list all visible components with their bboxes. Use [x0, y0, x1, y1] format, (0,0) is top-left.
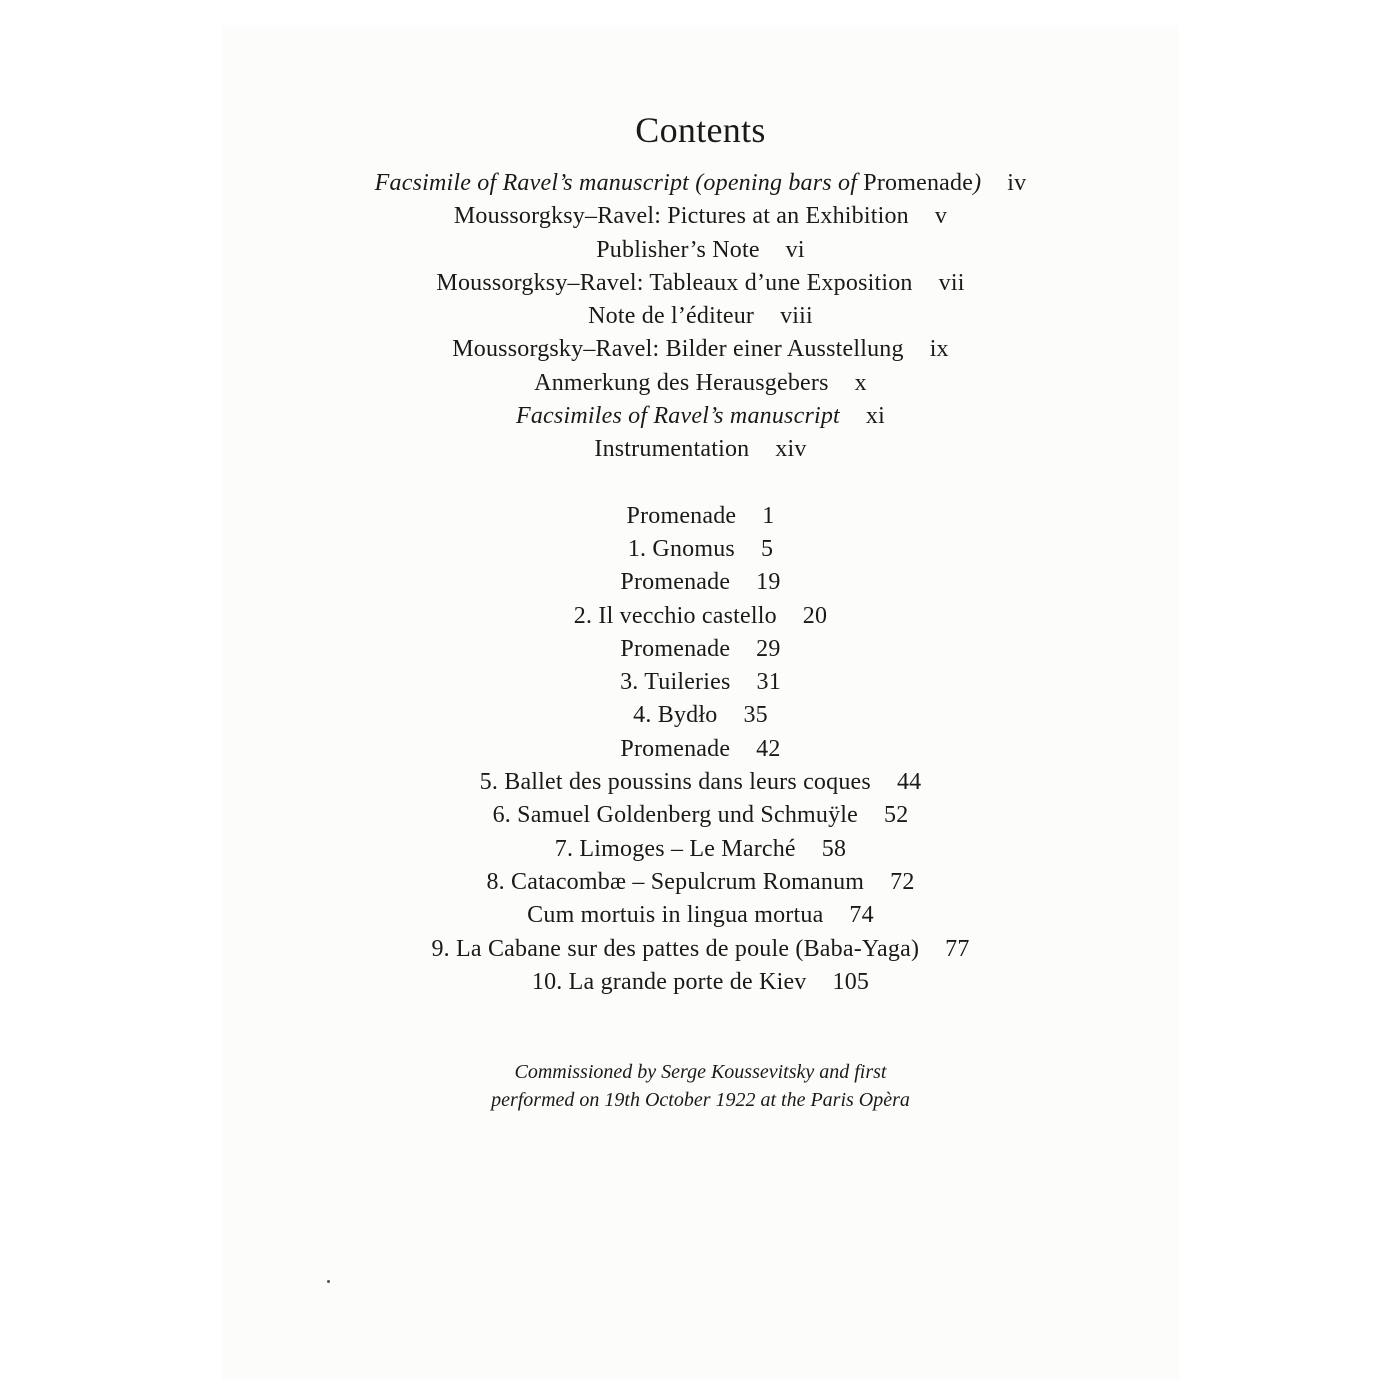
document-page	[222, 25, 1179, 1380]
page-title: Contents	[635, 110, 766, 150]
toc-entry-page-number: xi	[865, 403, 885, 430]
toc-entry-title	[493, 802, 858, 828]
toc-entry	[222, 533, 1179, 566]
toc-entry-title-part: 7. Limoges – Le Marché	[554, 835, 796, 862]
toc-entry-title-part: Promenade	[620, 635, 731, 662]
toc-entry-title	[534, 370, 828, 396]
toc-entry	[222, 833, 1179, 866]
toc-entry-page-number: viii	[780, 303, 813, 330]
toc-entry-page-number: 58	[821, 835, 847, 862]
toc-entry	[222, 300, 1179, 333]
toc-entry-title	[454, 203, 909, 229]
toc-entry-title-part: Moussorgksy–Ravel: Pictures at an Exhibition	[453, 203, 909, 230]
toc-entry-title-part: Promenade	[626, 502, 737, 529]
toc-entry-title-part: Anmerkung des Herausgebers	[534, 369, 829, 396]
toc-entry-title	[527, 902, 823, 928]
premiere-note-line-2: performed on 19th October 1922 at the Paris Opèra	[491, 1089, 910, 1111]
toc-entry-page-number: 31	[756, 669, 781, 696]
toc-entry-page-number: vii	[938, 269, 965, 296]
toc-entry-title-part: 4. Bydło	[633, 702, 718, 729]
toc-entry	[222, 367, 1179, 400]
toc-entry	[222, 699, 1179, 732]
paper-speck	[327, 1280, 330, 1283]
toc-entry-title-part: Facsimile of Ravel’s manuscript (opening bars of	[374, 170, 864, 196]
toc-entry	[222, 866, 1179, 899]
toc-entry-title-part: Note de l’éditeur	[588, 303, 755, 330]
toc-entry	[222, 733, 1179, 766]
toc-entry-title-part: 8. Catacombæ – Sepulcrum Romanum	[486, 868, 865, 895]
toc-entry-title	[574, 603, 777, 629]
toc-entry-title-part: )	[973, 170, 982, 196]
toc-entry	[222, 234, 1179, 267]
toc-entry-title	[596, 237, 759, 263]
toc-entry-title-part: 9. La Cabane sur des pattes de poule (Baba-Yaga)	[431, 935, 920, 962]
front-matter-list	[222, 167, 1179, 467]
toc-entry-page-number: 5	[760, 535, 774, 562]
toc-entry-page-number: x	[854, 369, 867, 396]
toc-entry-title-part: Facsimiles of Ravel’s manuscript	[516, 403, 840, 430]
toc-entry-page-number: ix	[929, 336, 949, 363]
toc-entry-page-number: v	[934, 203, 948, 230]
toc-entry-page-number: 19	[756, 569, 781, 596]
toc-entry	[222, 666, 1179, 699]
toc-entry-page-number: 72	[890, 868, 915, 895]
toc-entry-page-number: 52	[884, 802, 909, 829]
toc-entry	[222, 500, 1179, 533]
toc-entry-title	[594, 436, 749, 462]
toc-entry-page-number: 77	[945, 935, 970, 962]
toc-entry	[222, 167, 1179, 200]
toc-entry	[222, 333, 1179, 366]
toc-entry	[222, 400, 1179, 433]
toc-entry	[222, 433, 1179, 466]
toc-entry-page-number: 105	[832, 968, 870, 995]
toc-entry	[222, 766, 1179, 799]
toc-entry-page-number: 44	[896, 769, 922, 796]
toc-entry-title	[628, 536, 735, 562]
toc-entry-title-part: Moussorgsky–Ravel: Bilder einer Ausstellung	[452, 336, 904, 363]
toc-entry-title	[620, 669, 730, 695]
toc-entry-title-part: Publisher’s Note	[596, 236, 760, 263]
table-of-contents	[222, 167, 1179, 999]
toc-entry-title-part: 5. Ballet des poussins dans leurs coques	[479, 769, 871, 796]
toc-entry-title	[633, 702, 717, 728]
toc-entry	[222, 200, 1179, 233]
toc-entry-title-part: 3. Tuileries	[620, 669, 731, 696]
toc-entry-page-number: 42	[756, 735, 781, 762]
toc-entry	[222, 933, 1179, 966]
toc-entry	[222, 633, 1179, 666]
toc-entry	[222, 566, 1179, 599]
toc-entry-title-part: Promenade	[620, 735, 731, 762]
toc-entry-page-number: 29	[756, 635, 781, 662]
toc-entry-title	[452, 336, 903, 362]
toc-entry-title	[588, 303, 754, 329]
movements-list	[222, 500, 1179, 999]
toc-entry-title	[627, 503, 737, 529]
toc-entry-title	[516, 403, 840, 429]
toc-entry-page-number: 35	[743, 702, 768, 729]
toc-entry-title-part: Promenade	[863, 170, 974, 196]
toc-entry-page-number: iv	[1007, 170, 1027, 196]
toc-entry	[222, 600, 1179, 633]
toc-entry-title-part: Promenade	[620, 569, 731, 596]
toc-entry	[222, 899, 1179, 932]
toc-entry-title	[436, 270, 912, 296]
toc-entry-title	[480, 769, 871, 795]
toc-entry-title	[620, 736, 730, 762]
toc-entry-page-number: vi	[785, 236, 805, 263]
toc-entry-page-number: 1	[762, 502, 775, 529]
toc-entry-title-part: Moussorgksy–Ravel: Tableaux d’une Exposition	[436, 269, 913, 296]
toc-entry-title	[555, 836, 796, 862]
toc-entry	[222, 799, 1179, 832]
toc-entry-title	[375, 170, 982, 196]
toc-entry-title	[620, 569, 730, 595]
premiere-note	[222, 1058, 1179, 1114]
toc-entry-title-part: Instrumentation	[594, 436, 750, 463]
toc-entry-title-part: Cum mortuis in lingua mortua	[527, 902, 824, 929]
toc-entry-title	[532, 969, 807, 995]
toc-entry-title-part: 10. La grande porte de Kiev	[531, 968, 807, 995]
toc-entry-title	[431, 936, 919, 962]
toc-entry-title-part: 1. Gnomus	[627, 535, 735, 562]
toc-entry-title	[486, 869, 864, 895]
premiere-note-line-1: Commissioned by Serge Koussevitsky and first	[514, 1061, 887, 1083]
toc-entry-page-number: 20	[802, 602, 828, 629]
toc-entry	[222, 267, 1179, 300]
toc-entry-title-part: 2. Il vecchio castello	[573, 602, 777, 629]
toc-entry-page-number: xiv	[775, 436, 807, 463]
toc-entry-page-number: 74	[849, 902, 874, 929]
toc-entry-title	[620, 636, 730, 662]
toc-entry-title-part: 6. Samuel Goldenberg und Schmuÿle	[492, 802, 859, 829]
toc-entry	[222, 966, 1179, 999]
